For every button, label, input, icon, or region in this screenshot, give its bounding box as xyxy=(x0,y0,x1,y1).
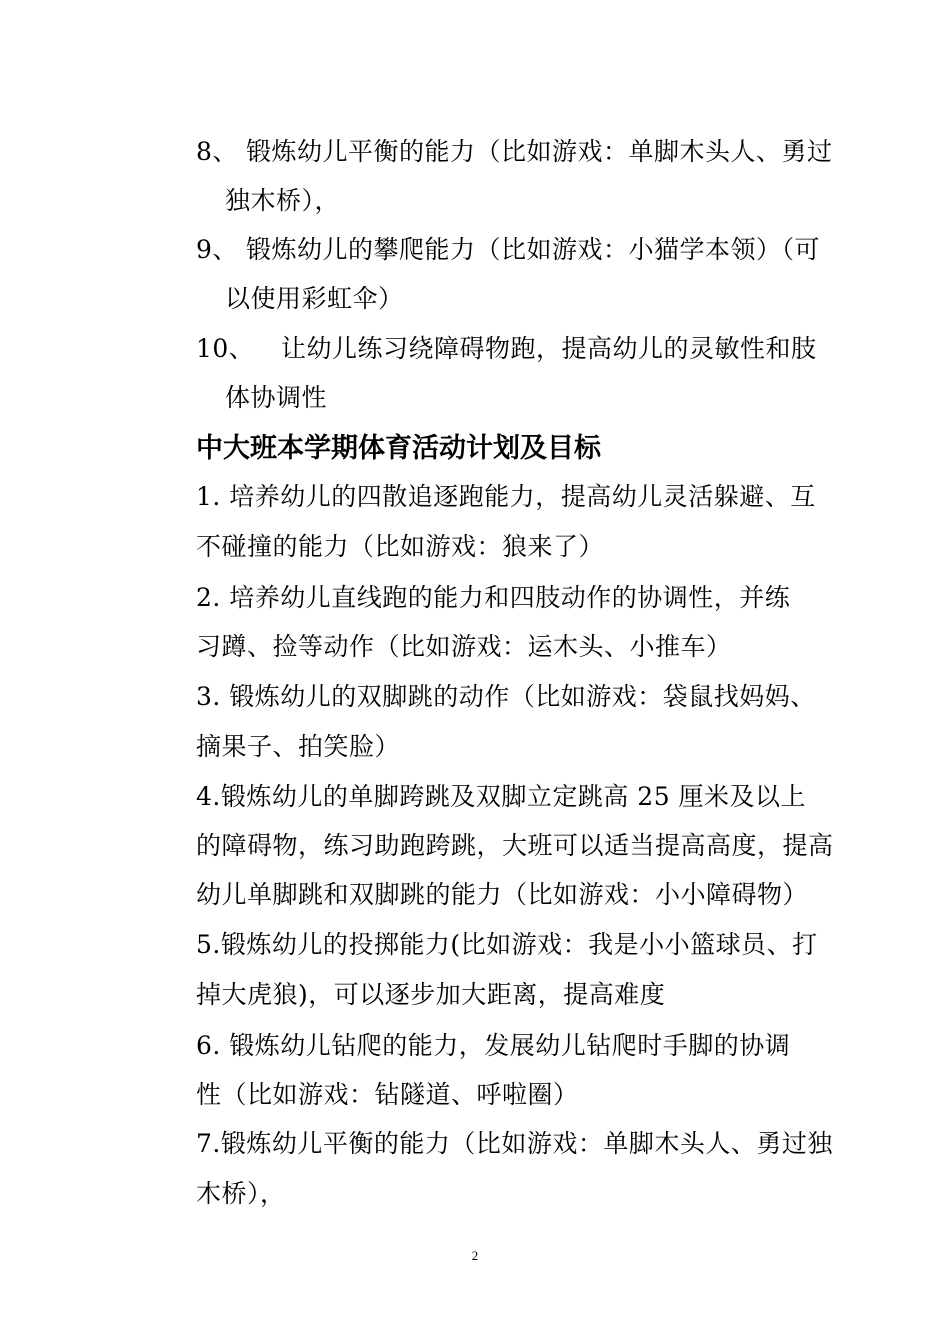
junior-item-9-text: 锻炼幼儿的攀爬能力（比如游戏：小猫学本领）（可 xyxy=(246,235,821,264)
junior-item-8-number: 8、 xyxy=(196,137,238,166)
section-heading: 中大班本学期体育活动计划及目标 xyxy=(196,433,601,464)
senior-item-5-line-2: 掉大虎狼)，可以逐步加大距离，提高难度 xyxy=(196,980,666,1009)
senior-item-4-line-2: 的障碍物，练习助跑跨跳，大班可以适当提高高度，提高 xyxy=(196,831,834,860)
senior-item-2-line-2: 习蹲、捡等动作（比如游戏：运木头、小推车） xyxy=(196,632,732,661)
junior-item-10-line-1 xyxy=(196,334,817,364)
senior-item-6-line-2: 性（比如游戏：钻隧道、呼啦圈） xyxy=(196,1080,579,1109)
junior-item-9-line-1 xyxy=(196,235,820,265)
junior-item-10-text: 让幼儿练习绕障碍物跑，提高幼儿的灵敏性和肢 xyxy=(281,334,817,363)
senior-item-7-line-2: 木桥）， xyxy=(196,1179,286,1208)
junior-item-8-line-2: 独木桥）， xyxy=(225,186,341,215)
senior-item-3-line-1: 3. 锻炼幼儿的双脚跳的动作（比如游戏：袋鼠找妈妈、 xyxy=(196,682,816,711)
senior-item-7-line-1: 7.锻炼幼儿平衡的能力（比如游戏：单脚木头人、勇过独 xyxy=(196,1129,833,1158)
junior-item-9-line-2: 以使用彩虹伞） xyxy=(225,284,404,313)
page-number: 2 xyxy=(471,1248,479,1263)
junior-item-8-text: 锻炼幼儿平衡的能力（比如游戏：单脚木头人、勇过 xyxy=(246,137,833,166)
junior-item-9-number: 9、 xyxy=(196,235,238,264)
senior-item-6-line-1: 6. 锻炼幼儿钻爬的能力，发展幼儿钻爬时手脚的协调 xyxy=(196,1031,791,1060)
junior-item-8-line-1 xyxy=(196,137,833,167)
senior-item-1-line-1: 1. 培养幼儿的四散追逐跑能力，提高幼儿灵活躲避、互 xyxy=(196,482,816,511)
junior-item-10-line-2: 体协调性 xyxy=(225,383,328,412)
senior-item-4-line-3: 幼儿单脚跳和双脚跳的能力（比如游戏：小小障碍物） xyxy=(196,880,809,909)
senior-item-3-line-2: 摘果子、拍笑脸） xyxy=(196,732,401,761)
junior-item-10-number: 10、 xyxy=(196,334,255,363)
senior-item-5-line-1: 5.锻炼幼儿的投掷能力(比如游戏：我是小小篮球员、打 xyxy=(196,930,818,959)
senior-item-1-line-2: 不碰撞的能力（比如游戏：狼来了） xyxy=(196,532,605,561)
senior-item-2-line-1: 2. 培养幼儿直线跑的能力和四肢动作的协调性，并练 xyxy=(196,583,791,612)
senior-item-4-line-1: 4.锻炼幼儿的单脚跨跳及双脚立定跳高 25 厘米及以上 xyxy=(196,782,807,811)
